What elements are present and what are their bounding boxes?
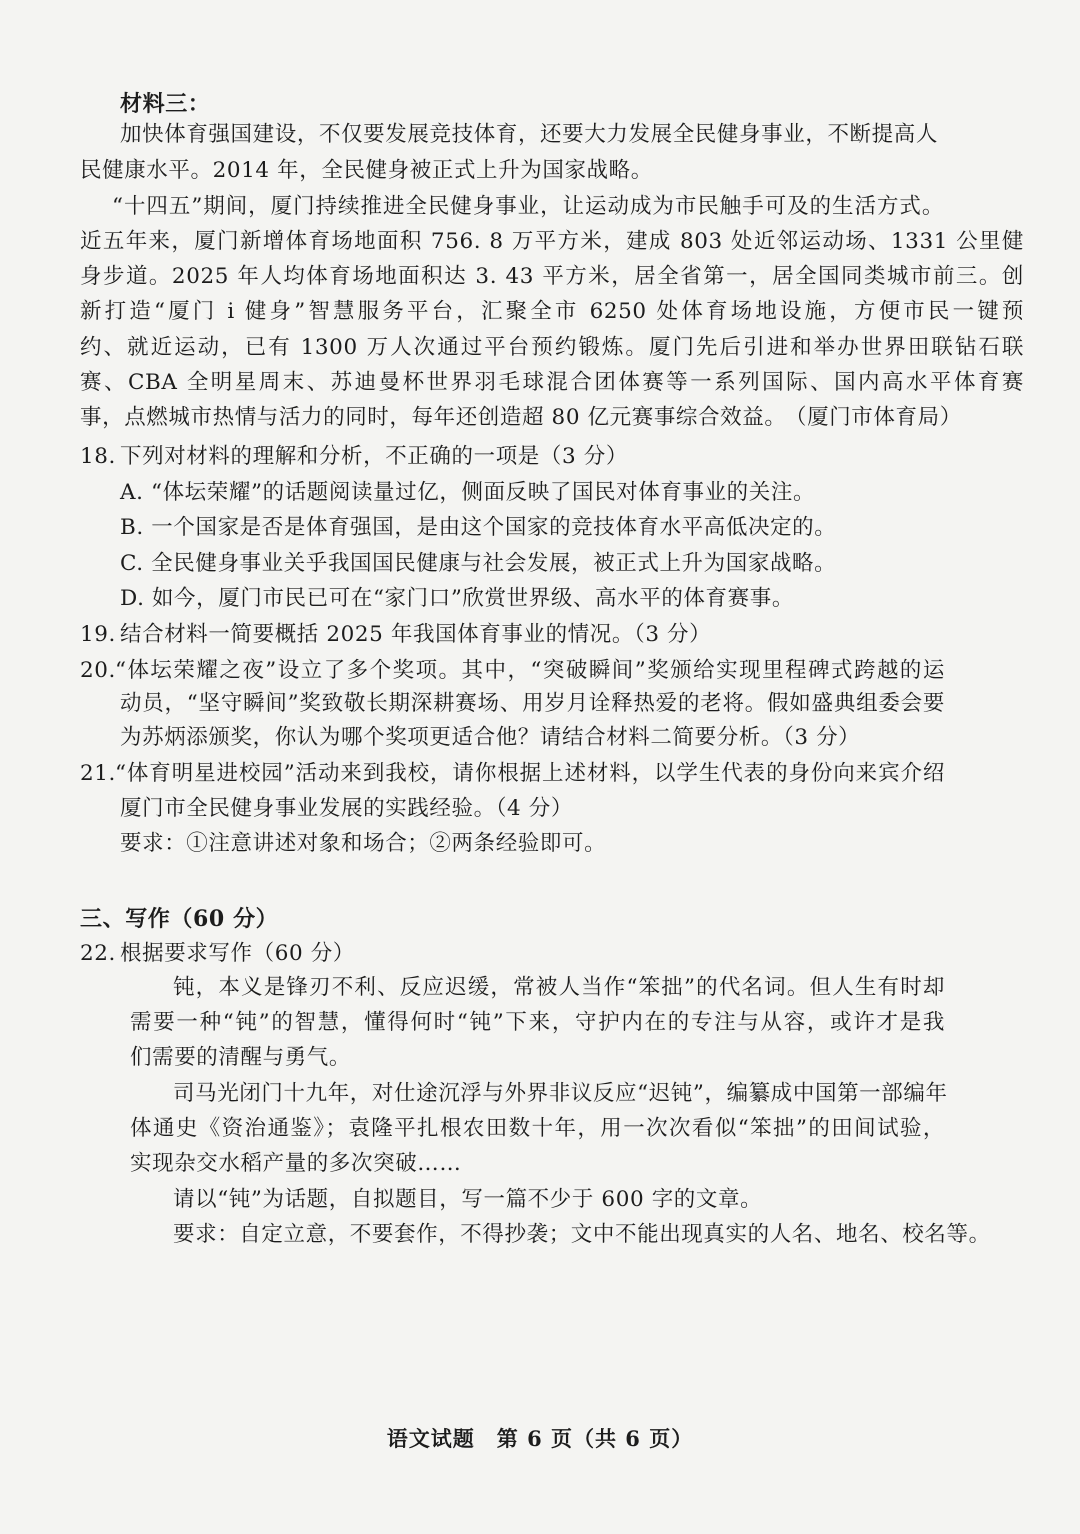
q18-option-a: A. “体坛荣耀”的话题阅读量过亿，侧面反映了国民对体育事业的关注。 bbox=[120, 480, 816, 505]
q19-number: 19. bbox=[80, 622, 116, 647]
q20-line-2: 动员，“坚守瞬间”奖致敬长期深耕赛场、用岁月诠释热爱的老将。假如盛典组委会要 bbox=[120, 691, 945, 716]
q21-line-1: “体育明星进校园”活动来到我校，请你根据上述材料，以学生代表的身份向来宾介绍 bbox=[115, 761, 945, 786]
material3-heading: 材料三： bbox=[120, 91, 211, 117]
q21-line-2: 厦门市全民健身事业发展的实践经验。（4 分） bbox=[120, 796, 573, 821]
q22-requirement: 要求：自定立意，不要套作，不得抄袭；文中不能出现真实的人名、地名、校名等。 bbox=[173, 1222, 991, 1247]
material3-source: （厦门市体育局） bbox=[785, 405, 962, 430]
material3-line-5: 身步道。2025 年人均体育场地面积达 3. 43 平方米，居全省第一，居全国同类城市前三。创 bbox=[80, 264, 1024, 289]
q18-stem: 下列对材料的理解和分析，不正确的一项是（3 分） bbox=[120, 444, 628, 469]
q18-number: 18. bbox=[80, 444, 116, 469]
q20-line-3: 为苏炳添颁奖，你认为哪个奖项更适合他？请结合材料二简要分析。（3 分） bbox=[120, 725, 861, 750]
q22-task: 请以“钝”为话题，自拟题目，写一篇不少于 600 字的文章。 bbox=[173, 1187, 763, 1212]
page-footer: 语文试题 第 6 页（共 6 页） bbox=[386, 1426, 694, 1451]
material3-line-7: 约、就近运动，已有 1300 万人次通过平台预约锻炼。厦门先后引进和举办世界田联钻石联 bbox=[80, 335, 1024, 360]
q21-requirement: 要求：①注意讲述对象和场合；②两条经验即可。 bbox=[120, 831, 607, 856]
q19-stem: 结合材料一简要概括 2025 年我国体育事业的情况。（3 分） bbox=[120, 622, 712, 647]
q21-number: 21. bbox=[80, 761, 116, 786]
q22-stem: 根据要求写作（60 分） bbox=[120, 941, 355, 966]
q22-para1-line-2: 需要一种“钝”的智慧，懂得何时“钝”下来，守护内在的专注与从容，或许才是我 bbox=[130, 1010, 945, 1035]
q22-para1-line-3: 们需要的清醒与勇气。 bbox=[130, 1045, 352, 1070]
material3-line-3: “十四五”期间，厦门持续推进全民健身事业，让运动成为市民触手可及的生活方式。 bbox=[112, 194, 944, 219]
q22-para2-line-2: 体通史《资治通鉴》；袁隆平扎根农田数十年，用一次次看似“笨拙”的田间试验， bbox=[130, 1116, 945, 1141]
q22-para2-line-1: 司马光闭门十九年，对仕途沉浮与外界非议反应“迟钝”，编纂成中国第一部编年 bbox=[173, 1081, 948, 1106]
q22-number: 22. bbox=[80, 941, 116, 966]
section3-heading: 三、写作（60 分） bbox=[80, 906, 279, 932]
material3-line-2: 民健康水平。2014 年，全民健身被正式上升为国家战略。 bbox=[80, 158, 653, 183]
q18-option-b: B. 一个国家是否是体育强国，是由这个国家的竞技体育水平高低决定的。 bbox=[120, 515, 837, 540]
q18-option-d: D. 如今，厦门市民已可在“家门口”欣赏世界级、高水平的体育赛事。 bbox=[120, 586, 794, 611]
q20-line-1: “体坛荣耀之夜”设立了多个奖项。其中，“突破瞬间”奖颁给实现里程碑式跨越的运 bbox=[115, 658, 945, 683]
q22-para2-line-3: 实现杂交水稻产量的多次突破…… bbox=[130, 1151, 462, 1176]
material3-line-4: 近五年来，厦门新增体育场地面积 756. 8 万平方米，建成 803 处近邻运动场、1331 公里健 bbox=[80, 229, 1024, 254]
material3-line-6: 新打造“厦门 i 健身”智慧服务平台，汇聚全市 6250 处体育场地设施，方便市民一键预 bbox=[80, 299, 1024, 324]
q20-number: 20. bbox=[80, 658, 116, 683]
material3-line-8: 赛、CBA 全明星周末、苏迪曼杯世界羽毛球混合团体赛等一系列国际、国内高水平体育赛 bbox=[80, 370, 1024, 395]
material3-line-1: 加快体育强国建设，不仅要发展竞技体育，还要大力发展全民健身事业，不断提高人 bbox=[120, 122, 938, 147]
q22-para1-line-1: 钝，本义是锋刃不利、反应迟缓，常被人当作“笨拙”的代名词。但人生有时却 bbox=[173, 975, 945, 1000]
q18-option-c: C. 全民健身事业关乎我国国民健康与社会发展，被正式上升为国家战略。 bbox=[120, 551, 837, 576]
material3-line-9: 事，点燃城市热情与活力的同时，每年还创造超 80 亿元赛事综合效益。 bbox=[80, 405, 787, 430]
